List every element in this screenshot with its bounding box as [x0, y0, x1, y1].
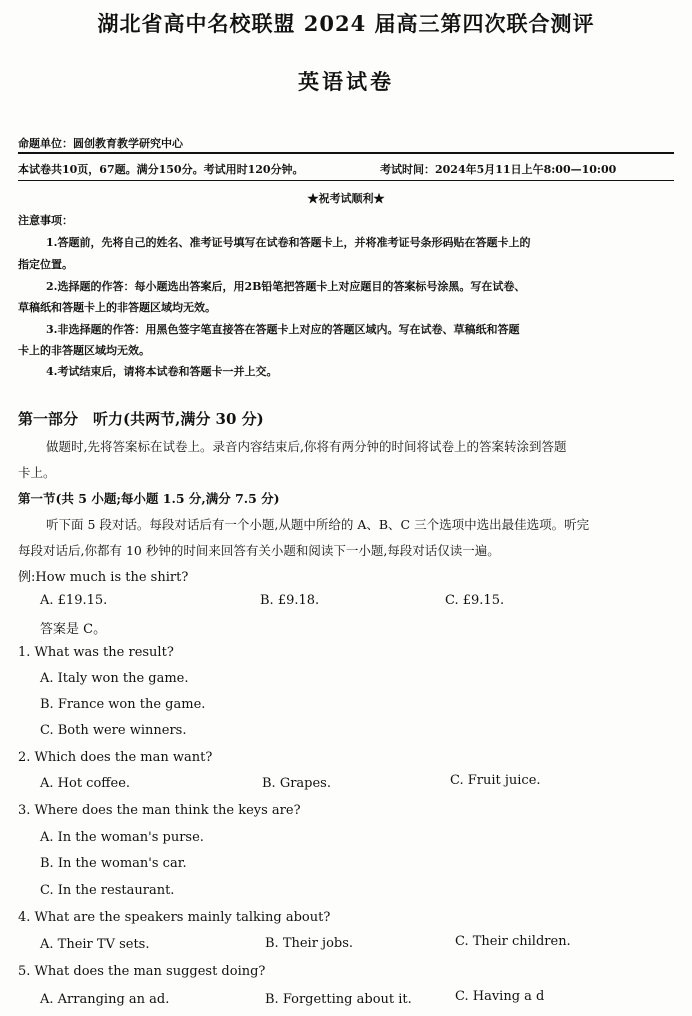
- part1-intro: 做题时,先将答案标在试卷上。录音内容结束后,你将有两分钟的时间将试卷上的答案转涂到答题: [46, 439, 567, 454]
- blessing: ★祝考试顺利★: [307, 192, 385, 205]
- question-2-option-c: C. Fruit juice.: [450, 773, 541, 788]
- question-2: 2. Which does the man want?: [18, 750, 213, 765]
- header-rule-thick: [18, 152, 674, 154]
- notice-item-3: 3.非选择题的作答：用黑色签字笔直接答在答题卡上对应的答题区域内。写在试卷、草稿纸和答题: [46, 323, 520, 336]
- notice-item-1: 1.答题前，先将自己的姓名、准考证号填写在试卷和答题卡上，并将准考证号条形码贴在答题卡上的: [46, 236, 531, 249]
- section1-instructions: 听下面 5 段对话。每段对话后有一个小题,从题中所给的 A、B、C 三个选项中选出最佳选项。听完: [46, 517, 590, 532]
- example-option-c: C. £9.15.: [445, 593, 505, 608]
- question-3-option-c: C. In the restaurant.: [40, 883, 175, 898]
- question-1: 1. What was the result?: [18, 645, 174, 660]
- notice-item-1-cont: 指定位置。: [18, 258, 73, 271]
- section1-instructions-cont: 每段对话后,你都有 10 秒钟的时间来回答有关小题和阅读下一小题,每段对话仅读一遍。: [18, 543, 500, 558]
- question-3-option-a: A. In the woman's purse.: [40, 830, 204, 845]
- question-3-option-b: B. In the woman's car.: [40, 856, 187, 871]
- question-1-option-b: B. France won the game.: [40, 697, 206, 712]
- question-5-option-c: C. Having a d: [455, 989, 545, 1004]
- example-option-a: A. £19.15.: [40, 593, 108, 608]
- question-2-option-b: B. Grapes.: [262, 776, 331, 791]
- exam-title: 湖北省高中名校联盟 2024 届高三第四次联合测评: [97, 11, 595, 36]
- question-4-option-a: A. Their TV sets.: [40, 937, 150, 952]
- example-answer: 答案是 C。: [40, 622, 107, 637]
- question-4: 4. What are the speakers mainly talking about?: [18, 910, 331, 925]
- notice-item-3-cont: 卡上的非答题区域均无效。: [18, 344, 150, 357]
- author-unit: 命题单位：圆创教育教学研究中心: [18, 137, 183, 150]
- example-question: 例:How much is the shirt?: [18, 570, 189, 585]
- question-1-option-a: A. Italy won the game.: [40, 671, 189, 686]
- notice-item-2: 2.选择题的作答：每小题选出答案后，用2B铅笔把答题卡上对应题目的答案标号涂黑。写在试卷、: [46, 280, 526, 293]
- part1-heading: 第一部分 听力(共两节,满分 30 分): [18, 410, 264, 428]
- part1-intro-cont: 卡上。: [18, 465, 56, 480]
- example-option-b: B. £9.18.: [260, 593, 320, 608]
- exam-time: 考试时间：2024年5月11日上午8:00—10:00: [380, 163, 617, 176]
- question-5-option-b: B. Forgetting about it.: [265, 992, 412, 1007]
- question-4-option-c: C. Their children.: [455, 934, 571, 949]
- section1-heading: 第一节(共 5 小题;每小题 1.5 分,满分 7.5 分): [18, 491, 280, 506]
- question-5-option-a: A. Arranging an ad.: [40, 992, 170, 1007]
- exam-info: 本试卷共10页，67题。满分150分。考试用时120分钟。: [18, 163, 304, 176]
- question-4-option-b: B. Their jobs.: [265, 936, 354, 951]
- notice-item-2-cont: 草稿纸和答题卡上的非答题区域均无效。: [18, 301, 216, 314]
- question-3: 3. Where does the man think the keys are?: [18, 803, 301, 818]
- question-1-option-c: C. Both were winners.: [40, 723, 187, 738]
- question-2-option-a: A. Hot coffee.: [40, 776, 131, 791]
- question-5: 5. What does the man suggest doing?: [18, 964, 266, 979]
- subject-title: 英语试卷: [298, 69, 394, 94]
- notice-heading: 注意事项：: [18, 214, 73, 227]
- header-rule-thin: [18, 180, 674, 181]
- notice-item-4: 4.考试结束后，请将本试卷和答题卡一并上交。: [46, 365, 278, 378]
